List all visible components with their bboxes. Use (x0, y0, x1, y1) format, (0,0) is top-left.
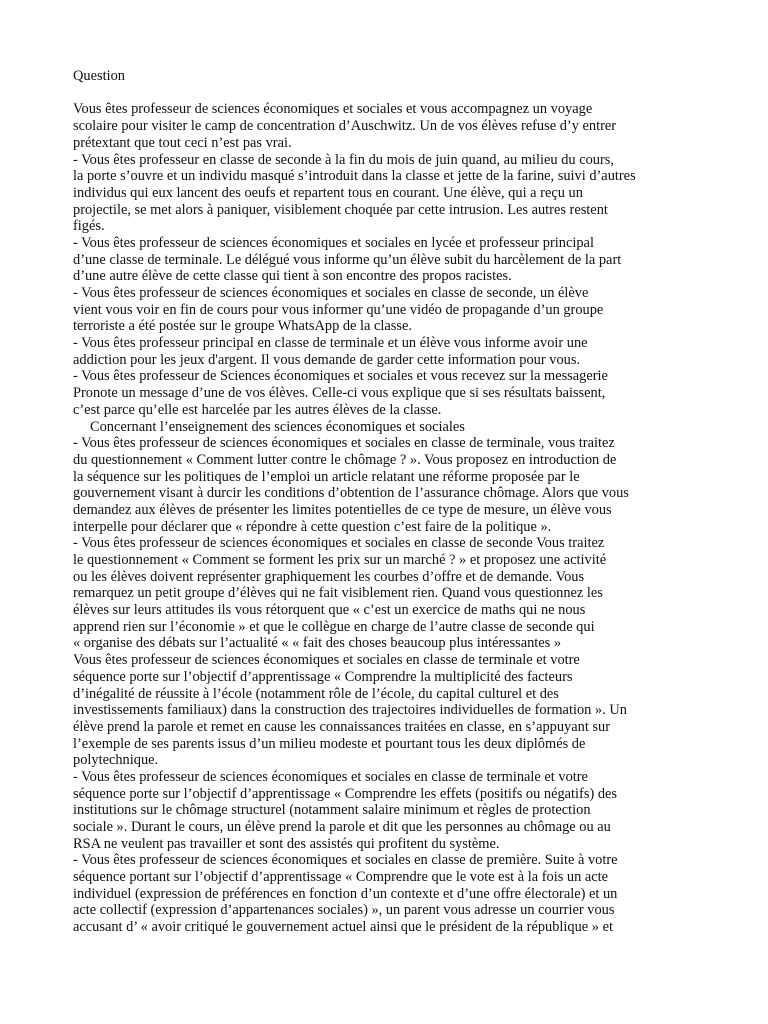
document-line: individuel (expression de préférences en fonction d’un contexte et d’une offre électorale) et un (73, 885, 618, 902)
document-line: séquence porte sur l’objectif d’apprentissage « Comprendre les effets (positifs ou négatifs) des (73, 785, 618, 802)
document-line: projectile, se met alors à paniquer, visiblement choquée par cette intrusion. Les autres restent (73, 201, 608, 218)
document-line: - Vous êtes professeur de Sciences économiques et sociales et vous recevez sur la messagerie (73, 368, 608, 385)
document-line: remarquez un petit groupe d’élèves qui ne fait visiblement rien. Quand vous questionnez les (73, 585, 603, 602)
document-line: - Vous êtes professeur de sciences économiques et sociales en classe de seconde Vous traitez (73, 535, 605, 552)
document-line: séquence portant sur l’objectif d’apprentissage « Comprendre que le vote est à la fois un acte (73, 869, 609, 886)
document-line: d’une classe de terminale. Le délégué vous informe qu’un élève subit du harcèlement de la part (73, 251, 622, 268)
document-line: addiction pour les jeux d'argent. Il vous demande de garder cette information pour vous. (73, 351, 581, 368)
document-line: RSA ne veulent pas travailler et sont des assistés qui profitent du système. (73, 835, 500, 852)
document-line: d’une autre élève de cette classe qui tient à son encontre des propos racistes. (73, 268, 512, 285)
document-line: Vous êtes professeur de sciences économiques et sociales et vous accompagnez un voyage (73, 101, 593, 118)
document-line: - Vous êtes professeur de sciences économiques et sociales en classe de première. Suite à votre (73, 852, 618, 869)
document-line: du questionnement « Comment lutter contre le chômage ? ». Vous proposez en introduction de (73, 451, 617, 468)
document-line: élèves sur leurs attitudes ils vous rétorquent que « c’est un exercice de maths qui ne nous (73, 602, 586, 619)
document-line: - Vous êtes professeur de sciences économiques et sociales en classe de terminale et votre (73, 768, 588, 785)
document-heading: Question (73, 68, 125, 84)
document-line: investissements familiaux) dans la construction des trajectoires individuelles de formation ». Un (73, 702, 627, 719)
document-line: demandez aux élèves de présenter les limites potentielles de ce type de mesure, un élève vous (73, 501, 612, 518)
document-line: le questionnement « Comment se forment les prix sur un marché ? » et proposez une activité (73, 552, 607, 569)
document-line: gouvernement visant à durcir les conditions d’obtention de l’assurance chômage. Alors que vous (73, 485, 629, 502)
document-line: l’exemple de ses parents issus d’un milieu modeste et pourtant tous les deux diplômés de (73, 735, 586, 752)
document-line: ou les élèves doivent représenter graphiquement les courbes d’offre et de demande. Vous (73, 568, 585, 585)
document-line: - Vous êtes professeur principal en classe de terminale et un élève vous informe avoir une (73, 335, 588, 352)
document-line: Vous êtes professeur de sciences économiques et sociales en classe de terminale et votre (73, 652, 580, 669)
document-line: d’inégalité de réussite à l’école (notamment rôle de l’école, du capital culturel et des (73, 685, 559, 702)
document-line: - Vous êtes professeur de sciences économiques et sociales en classe de seconde, un élève (73, 285, 589, 302)
document-line: prétextant que tout ceci n’est pas vrai. (73, 134, 292, 151)
document-body (73, 101, 693, 935)
document-line: sociale ». Durant le cours, un élève prend la parole et dit que les personnes au chômage ou au (73, 819, 611, 836)
document-line: élève prend la parole et remet en cause les connaissances traitées en classe, en s’appuyant sur (73, 718, 611, 735)
document-line: institutions sur le chômage structurel (notamment salaire minimum et règles de protection (73, 802, 591, 819)
document-line: « organise des débats sur l’actualité « « fait des choses beaucoup plus intéressantes » (73, 635, 562, 652)
document-line: vient vous voir en fin de cours pour vous informer qu’une vidéo de propagande d’un groupe (73, 301, 604, 318)
document-line: acte collectif (expression d’appartenances sociales) », un parent vous adresse un courrier vous (73, 902, 615, 919)
document-line: la porte s’ouvre et un individu masqué s’introduit dans la classe et jette de la farine, suivi d’autres (73, 168, 636, 185)
document-line: la séquence sur les politiques de l’emploi un article relatant une réforme proposée par le (73, 468, 580, 485)
document-line: apprend rien sur l’économie » et que le collègue en charge de l’autre classe de seconde qui (73, 618, 595, 635)
document-line: terroriste a été postée sur le groupe WhatsApp de la classe. (73, 318, 412, 335)
document-line: c’est parce qu’elle est harcelée par les autres élèves de la classe. (73, 401, 442, 418)
document-line: figés. (73, 218, 105, 235)
document-line: individus qui eux lancent des oeufs et repartent tous en courant. Une élève, qui a reçu un (73, 184, 583, 201)
document-line: - Vous êtes professeur en classe de seconde à la fin du mois de juin quand, au milieu du cours, (73, 151, 614, 168)
document-page (73, 68, 693, 936)
document-line: interpelle pour déclarer que « répondre à cette question c’est faire de la politique ». (73, 518, 552, 535)
document-line: - Vous êtes professeur de sciences économiques et sociales en classe de terminale, vous traitez (73, 435, 615, 452)
document-line: accusant d’ « avoir critiqué le gouvernement actuel ainsi que le président de la république » et (73, 919, 613, 936)
document-line: Concernant l’enseignement des sciences économiques et sociales (90, 418, 465, 435)
document-line: - Vous êtes professeur de sciences économiques et sociales en lycée et professeur principal (73, 234, 594, 251)
document-line: Pronote un message d’une de vos élèves. Celle-ci vous explique que si ses résultats baissent, (73, 385, 606, 402)
document-line: polytechnique. (73, 752, 159, 769)
document-line: séquence porte sur l’objectif d’apprentissage « Comprendre la multiplicité des facteurs (73, 668, 573, 685)
document-line: scolaire pour visiter le camp de concentration d’Auschwitz. Un de vos élèves refuse d’y entrer (73, 118, 617, 135)
